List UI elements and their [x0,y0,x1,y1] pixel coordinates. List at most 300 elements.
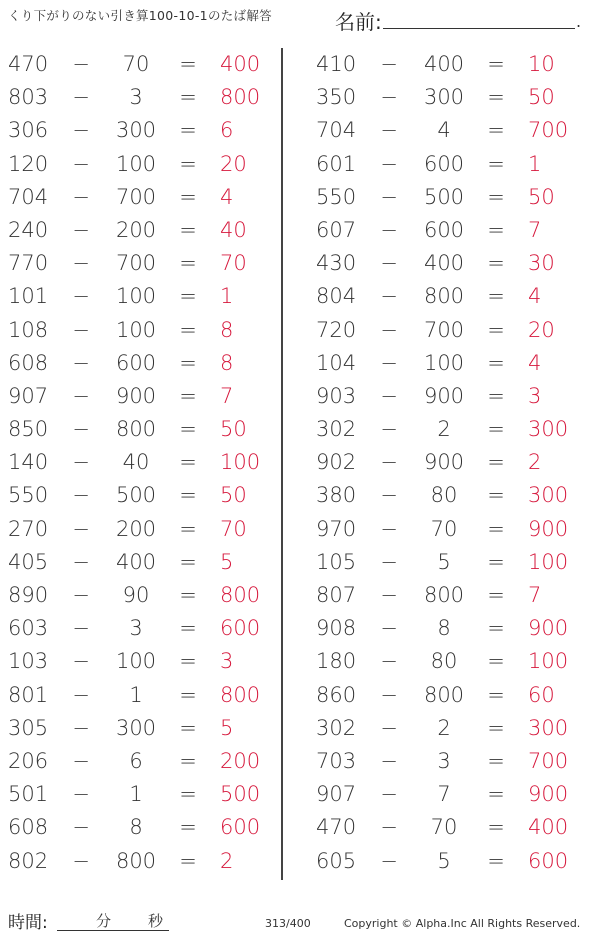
equals-sign: = [487,815,505,840]
minus-sign: − [380,549,398,574]
answer: 6 [220,118,234,143]
problem-row [8,148,283,181]
answer: 100 [528,549,569,574]
problem-row [8,679,283,712]
answer: 30 [528,251,555,276]
minuend: 804 [316,284,357,309]
equals-sign: = [487,151,505,176]
minuend: 470 [8,52,49,76]
answer: 3 [220,649,234,674]
answer: 300 [528,417,569,442]
equals-sign: = [487,251,505,276]
answer: 400 [220,52,261,76]
answer: 700 [528,118,569,143]
minus-sign: − [72,549,90,574]
answer: 8 [220,350,234,375]
problem-row [316,181,591,214]
subtrahend: 6 [129,748,143,773]
answer: 7 [220,383,234,408]
equals-sign: = [179,118,197,143]
equals-sign: = [487,616,505,641]
minus-sign: − [72,815,90,840]
minus-sign: − [72,616,90,641]
minuend: 501 [8,782,49,807]
problem-row [316,546,591,579]
problem-column-right [316,48,591,878]
answer: 600 [220,616,261,641]
subtrahend: 2 [437,715,451,740]
minuend: 890 [8,583,49,607]
answer: 50 [528,85,555,110]
answer: 60 [528,682,555,707]
subtrahend: 400 [423,251,465,276]
minus-sign: − [72,848,90,873]
equals-sign: = [179,85,197,110]
equals-sign: = [487,383,505,408]
minuend: 103 [8,649,49,674]
answer: 50 [220,417,247,442]
problem-row [8,778,283,811]
minuend: 101 [8,284,49,309]
minus-sign: − [72,217,90,242]
minuend: 405 [8,549,49,574]
minus-sign: − [380,85,398,110]
problem-row [316,446,591,479]
minuend: 908 [316,616,357,641]
equals-sign: = [179,450,197,475]
answer: 40 [220,217,247,242]
name-label: 名前: [335,10,382,34]
answer: 50 [220,483,247,508]
minus-sign: − [380,748,398,773]
problem-row [316,114,591,147]
minuend: 970 [316,516,357,541]
minuend: 704 [316,118,357,143]
answer: 800 [220,85,261,110]
answer: 600 [528,848,569,873]
equals-sign: = [487,317,505,342]
minuend: 206 [8,748,49,773]
name-line-dot: . [576,12,582,31]
equals-sign: = [487,682,505,707]
minuend: 607 [316,217,357,242]
answer: 20 [528,317,555,342]
subtrahend: 800 [115,417,157,442]
minuend: 860 [316,682,357,707]
answer: 900 [528,782,569,807]
minuend: 350 [316,85,357,110]
equals-sign: = [487,483,505,508]
subtrahend: 3 [437,748,451,773]
answer: 20 [220,151,247,176]
minus-sign: − [380,583,398,607]
equals-sign: = [179,516,197,541]
minuend: 603 [8,616,49,641]
minuend: 270 [8,516,49,541]
answer: 1 [528,151,542,176]
answer: 400 [528,815,569,840]
problem-row [8,380,283,413]
answer: 800 [220,682,261,707]
answer: 100 [220,450,261,475]
name-field-line[interactable] [383,28,575,29]
minuend: 801 [8,682,49,707]
minus-sign: − [72,118,90,143]
minuend: 550 [316,184,357,209]
minus-sign: − [72,151,90,176]
minutes-label: 分 [96,912,112,930]
equals-sign: = [487,450,505,475]
equals-sign: = [179,815,197,840]
minus-sign: − [72,52,90,76]
minuend: 240 [8,217,49,242]
subtrahend: 2 [437,417,451,442]
equals-sign: = [487,715,505,740]
minus-sign: − [72,251,90,276]
minus-sign: − [380,118,398,143]
problem-row [8,612,283,645]
minus-sign: − [72,383,90,408]
equals-sign: = [487,52,505,76]
subtrahend: 800 [423,284,465,309]
problem-row [316,148,591,181]
problem-row [8,745,283,778]
problem-row [8,81,283,114]
minus-sign: − [380,151,398,176]
minuend: 305 [8,715,49,740]
subtrahend: 300 [423,85,465,110]
equals-sign: = [487,184,505,209]
answer: 4 [220,184,234,209]
problem-row [8,181,283,214]
problem-row [316,214,591,247]
answer: 1 [220,284,234,309]
problem-row [8,314,283,347]
answer: 5 [220,549,234,574]
problem-row [8,114,283,147]
minuend: 306 [8,118,49,143]
minus-sign: − [72,682,90,707]
minus-sign: − [72,649,90,674]
subtrahend: 900 [423,450,465,475]
minus-sign: − [380,715,398,740]
subtrahend: 70 [430,815,458,840]
problem-row [316,612,591,645]
equals-sign: = [487,85,505,110]
answer: 8 [220,317,234,342]
answer: 5 [220,715,234,740]
minus-sign: − [380,350,398,375]
problem-row [316,679,591,712]
subtrahend: 7 [437,782,451,807]
equals-sign: = [179,848,197,873]
problem-column-left [8,48,283,878]
minuend: 120 [8,151,49,176]
problem-row [316,778,591,811]
minuend: 720 [316,317,357,342]
minus-sign: − [380,184,398,209]
minus-sign: − [72,317,90,342]
problem-row [8,546,283,579]
minus-sign: − [380,516,398,541]
answer: 70 [220,516,247,541]
subtrahend: 200 [115,217,157,242]
subtrahend: 700 [115,251,157,276]
equals-sign: = [487,549,505,574]
problem-row [8,479,283,512]
subtrahend: 800 [115,848,157,873]
subtrahend: 3 [129,616,143,641]
equals-sign: = [179,549,197,574]
minus-sign: − [72,450,90,475]
answer: 200 [220,748,261,773]
answer: 600 [220,815,261,840]
equals-sign: = [179,682,197,707]
subtrahend: 100 [423,350,465,375]
minus-sign: − [380,317,398,342]
minuend: 802 [8,848,49,873]
equals-sign: = [487,217,505,242]
minuend: 608 [8,815,49,840]
minuend: 108 [8,317,49,342]
subtrahend: 1 [129,782,143,807]
minuend: 550 [8,483,49,508]
minus-sign: − [380,848,398,873]
minuend: 410 [316,52,357,76]
subtrahend: 800 [423,682,465,707]
minus-sign: − [72,284,90,309]
subtrahend: 700 [115,184,157,209]
subtrahend: 80 [430,649,458,674]
minuend: 105 [316,549,357,574]
subtrahend: 500 [423,184,465,209]
problem-row [316,645,591,678]
problem-row [8,446,283,479]
equals-sign: = [179,52,197,76]
answer: 4 [528,284,542,309]
minuend: 803 [8,85,49,110]
subtrahend: 70 [430,516,458,541]
minus-sign: − [72,516,90,541]
time-label: 時間: [8,913,48,933]
minus-sign: − [380,52,398,76]
problem-row [316,280,591,313]
answer: 300 [528,715,569,740]
minuend: 807 [316,583,357,607]
problem-row [316,48,591,81]
equals-sign: = [179,284,197,309]
worksheet-title: くり下がりのない引き算100-10-1のたば解答 [8,8,272,23]
subtrahend: 900 [115,383,157,408]
minuend: 902 [316,450,357,475]
minus-sign: − [380,815,398,840]
equals-sign: = [179,184,197,209]
minus-sign: − [72,417,90,442]
equals-sign: = [487,417,505,442]
answer: 50 [528,184,555,209]
equals-sign: = [179,748,197,773]
problem-row [316,380,591,413]
seconds-label: 秒 [148,912,164,930]
problem-row [8,579,283,612]
minus-sign: − [72,583,90,607]
answer: 100 [528,649,569,674]
answer: 10 [528,52,555,76]
problem-row [316,247,591,280]
subtrahend: 900 [423,383,465,408]
minus-sign: − [380,284,398,309]
minuend: 770 [8,251,49,276]
problem-row [316,845,591,878]
minuend: 180 [316,649,357,674]
subtrahend: 70 [122,52,150,76]
minuend: 850 [8,417,49,442]
problem-row [8,48,283,81]
problem-row [8,845,283,878]
problem-row [8,645,283,678]
minus-sign: − [380,383,398,408]
subtrahend: 3 [129,85,143,110]
subtrahend: 8 [437,616,451,641]
minuend: 302 [316,715,357,740]
equals-sign: = [487,516,505,541]
equals-sign: = [179,151,197,176]
answer: 2 [528,450,542,475]
equals-sign: = [487,284,505,309]
subtrahend: 400 [423,52,465,76]
subtrahend: 700 [423,317,465,342]
minus-sign: − [72,748,90,773]
minus-sign: − [380,217,398,242]
subtrahend: 80 [430,483,458,508]
minuend: 380 [316,483,357,508]
problem-row [316,314,591,347]
equals-sign: = [487,649,505,674]
answer: 2 [220,848,234,873]
subtrahend: 100 [115,284,157,309]
answer: 7 [528,583,542,607]
minus-sign: − [72,350,90,375]
problem-row [316,811,591,844]
answer: 800 [220,583,261,607]
problem-row [8,214,283,247]
subtrahend: 5 [437,848,451,873]
minus-sign: − [72,782,90,807]
equals-sign: = [179,217,197,242]
equals-sign: = [179,649,197,674]
minuend: 703 [316,748,357,773]
equals-sign: = [487,848,505,873]
problem-row [8,280,283,313]
minus-sign: − [380,782,398,807]
problem-row [8,247,283,280]
problem-row [316,413,591,446]
minus-sign: − [72,483,90,508]
equals-sign: = [487,350,505,375]
problem-row [316,479,591,512]
subtrahend: 300 [115,118,157,143]
minus-sign: − [380,483,398,508]
answer: 7 [528,217,542,242]
subtrahend: 4 [437,118,451,143]
minus-sign: − [72,184,90,209]
subtrahend: 600 [423,151,465,176]
page-number: 313/400 [265,917,311,930]
answer: 900 [528,516,569,541]
minuend: 430 [316,251,357,276]
equals-sign: = [179,715,197,740]
minuend: 601 [316,151,357,176]
equals-sign: = [179,583,197,607]
answer: 700 [528,748,569,773]
subtrahend: 40 [122,450,150,475]
answer: 300 [528,483,569,508]
equals-sign: = [179,350,197,375]
answer: 70 [220,251,247,276]
equals-sign: = [179,483,197,508]
problem-row [8,712,283,745]
minuend: 903 [316,383,357,408]
problem-row [316,579,591,612]
minuend: 907 [316,782,357,807]
answer: 900 [528,616,569,641]
subtrahend: 90 [122,583,150,607]
problem-row [8,811,283,844]
copyright-notice: Copyright © Alpha.Inc All Rights Reserved. [344,917,581,930]
minuend: 704 [8,184,49,209]
minus-sign: − [72,85,90,110]
subtrahend: 8 [129,815,143,840]
minuend: 605 [316,848,357,873]
equals-sign: = [179,782,197,807]
answer: 500 [220,782,261,807]
equals-sign: = [487,118,505,143]
problem-row [316,81,591,114]
subtrahend: 500 [115,483,157,508]
minuend: 608 [8,350,49,375]
problem-row [8,413,283,446]
subtrahend: 800 [423,583,465,607]
subtrahend: 300 [115,715,157,740]
minus-sign: − [380,417,398,442]
minus-sign: − [72,715,90,740]
answer: 3 [528,383,542,408]
subtrahend: 100 [115,151,157,176]
subtrahend: 100 [115,649,157,674]
minuend: 470 [316,815,357,840]
equals-sign: = [179,251,197,276]
minus-sign: − [380,251,398,276]
equals-sign: = [179,317,197,342]
minus-sign: − [380,649,398,674]
subtrahend: 600 [423,217,465,242]
minus-sign: − [380,616,398,641]
subtrahend: 1 [129,682,143,707]
equals-sign: = [179,383,197,408]
problem-row [8,513,283,546]
equals-sign: = [179,417,197,442]
answer: 4 [528,350,542,375]
minus-sign: − [380,450,398,475]
minuend: 302 [316,417,357,442]
equals-sign: = [487,782,505,807]
subtrahend: 5 [437,549,451,574]
problem-row [316,347,591,380]
equals-sign: = [487,748,505,773]
subtrahend: 400 [115,549,157,574]
minus-sign: − [380,682,398,707]
minuend: 140 [8,450,49,475]
